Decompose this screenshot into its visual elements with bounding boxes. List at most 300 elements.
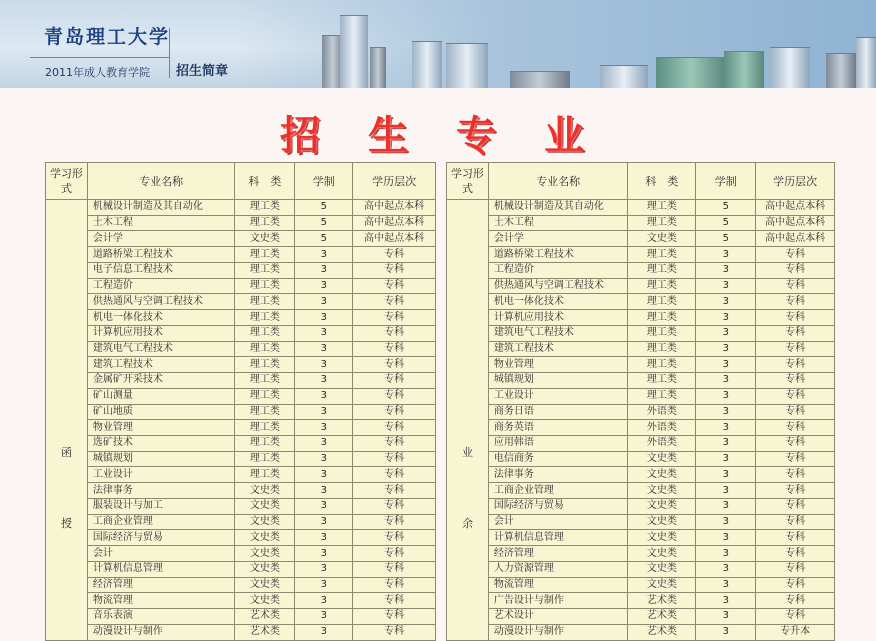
table-row [447, 546, 835, 562]
years-cell: 3 [295, 436, 353, 452]
table-row [46, 593, 436, 609]
program-name-cell: 会计学 [488, 231, 628, 247]
program-table-correspondence [45, 162, 436, 641]
years-cell: 3 [696, 247, 756, 263]
table-row [447, 420, 835, 436]
program-name-cell: 商务英语 [488, 420, 628, 436]
table-row [447, 404, 835, 420]
column-header-category: 科 类 [235, 163, 295, 200]
level-cell: 专科 [756, 325, 835, 341]
program-name-cell: 机电一体化技术 [488, 294, 628, 310]
table-row [447, 247, 835, 263]
level-cell: 高中起点本科 [756, 231, 835, 247]
column-header-name: 专业名称 [87, 163, 235, 200]
table-row [46, 325, 436, 341]
program-name-cell: 会计 [87, 546, 235, 562]
program-name-cell: 人力资源管理 [488, 561, 628, 577]
level-cell: 专科 [756, 609, 835, 625]
level-cell: 高中起点本科 [353, 215, 436, 231]
table-row [46, 498, 436, 514]
years-cell: 3 [295, 577, 353, 593]
level-cell: 专科 [353, 577, 436, 593]
years-cell: 3 [696, 278, 756, 294]
building-image [510, 71, 570, 88]
building-image [770, 47, 810, 88]
level-cell: 专科 [353, 388, 436, 404]
program-name-cell: 建筑电气工程技术 [87, 341, 235, 357]
years-cell: 3 [696, 561, 756, 577]
program-name-cell: 动漫设计与制作 [87, 624, 235, 640]
level-cell: 专科 [353, 514, 436, 530]
table-row [46, 357, 436, 373]
category-cell: 理工类 [628, 341, 696, 357]
program-name-cell: 国际经济与贸易 [87, 530, 235, 546]
years-cell: 3 [696, 420, 756, 436]
years-cell: 3 [295, 451, 353, 467]
years-cell: 3 [295, 483, 353, 499]
table-row [46, 420, 436, 436]
table-row [447, 514, 835, 530]
program-name-cell: 应用韩语 [488, 436, 628, 452]
category-cell: 文史类 [235, 231, 295, 247]
category-cell: 理工类 [235, 215, 295, 231]
years-cell: 3 [295, 357, 353, 373]
table-row [46, 373, 436, 389]
level-cell: 专科 [756, 310, 835, 326]
study-form-cell [447, 200, 489, 641]
table-row [447, 325, 835, 341]
table-row [46, 530, 436, 546]
category-cell: 理工类 [628, 247, 696, 263]
program-name-cell: 工程造价 [87, 278, 235, 294]
level-cell: 专科 [756, 436, 835, 452]
level-cell: 专科 [756, 247, 835, 263]
level-cell: 专科 [756, 373, 835, 389]
program-name-cell: 建筑工程技术 [488, 341, 628, 357]
level-cell: 专科 [756, 514, 835, 530]
years-cell: 5 [295, 231, 353, 247]
table-row [46, 388, 436, 404]
category-cell: 理工类 [628, 357, 696, 373]
page-title-char: 业 [544, 112, 584, 159]
header-banner [0, 0, 876, 88]
table-row [447, 498, 835, 514]
category-cell: 文史类 [235, 561, 295, 577]
table-row [447, 278, 835, 294]
level-cell: 专科 [353, 420, 436, 436]
years-cell: 3 [295, 609, 353, 625]
years-cell: 5 [295, 200, 353, 216]
table-row [447, 262, 835, 278]
level-cell: 专科 [756, 546, 835, 562]
table-row [46, 546, 436, 562]
level-cell: 专科 [353, 310, 436, 326]
table-row [46, 483, 436, 499]
category-cell: 文史类 [628, 231, 696, 247]
program-name-cell: 电子信息工程技术 [87, 262, 235, 278]
program-name-cell: 建筑工程技术 [87, 357, 235, 373]
years-cell: 3 [696, 404, 756, 420]
column-header-level: 学历层次 [756, 163, 835, 200]
page-title-char: 专 [456, 112, 496, 159]
building-image [340, 15, 368, 88]
building-image [600, 65, 648, 88]
years-cell: 3 [295, 325, 353, 341]
program-name-cell: 法律事务 [87, 483, 235, 499]
table-row [46, 451, 436, 467]
category-cell: 外语类 [628, 404, 696, 420]
years-cell: 5 [295, 215, 353, 231]
category-cell: 理工类 [628, 388, 696, 404]
program-name-cell: 机械设计制造及其自动化 [488, 200, 628, 216]
category-cell: 文史类 [628, 577, 696, 593]
category-cell: 理工类 [235, 294, 295, 310]
years-cell: 3 [295, 294, 353, 310]
level-cell: 专升本 [756, 624, 835, 640]
level-cell: 专科 [756, 467, 835, 483]
program-name-cell: 工商企业管理 [87, 514, 235, 530]
level-cell: 专科 [756, 294, 835, 310]
table-row [447, 436, 835, 452]
program-name-cell: 物流管理 [488, 577, 628, 593]
table-row [447, 294, 835, 310]
level-cell: 专科 [756, 388, 835, 404]
study-form-char: 业 [461, 446, 473, 460]
program-name-cell: 服装设计与加工 [87, 498, 235, 514]
level-cell: 专科 [756, 404, 835, 420]
table-row [46, 561, 436, 577]
table-row [46, 341, 436, 357]
program-name-cell: 音乐表演 [87, 609, 235, 625]
category-cell: 理工类 [235, 420, 295, 436]
table-row [447, 215, 835, 231]
years-cell: 3 [295, 404, 353, 420]
category-cell: 理工类 [235, 262, 295, 278]
program-name-cell: 机械设计制造及其自动化 [87, 200, 235, 216]
program-name-cell: 道路桥梁工程技术 [488, 247, 628, 263]
program-name-cell: 物流管理 [87, 593, 235, 609]
category-cell: 文史类 [628, 546, 696, 562]
category-cell: 理工类 [628, 262, 696, 278]
level-cell: 专科 [756, 593, 835, 609]
program-name-cell: 工业设计 [488, 388, 628, 404]
category-cell: 文史类 [235, 577, 295, 593]
program-name-cell: 城镇规划 [87, 451, 235, 467]
category-cell: 文史类 [235, 498, 295, 514]
years-cell: 3 [295, 420, 353, 436]
building-image [446, 43, 488, 88]
level-cell: 专科 [353, 404, 436, 420]
program-name-cell: 工业设计 [87, 467, 235, 483]
program-name-cell: 矿山测量 [87, 388, 235, 404]
years-cell: 3 [295, 278, 353, 294]
program-name-cell: 计算机应用技术 [488, 310, 628, 326]
category-cell: 理工类 [628, 278, 696, 294]
years-cell: 3 [696, 357, 756, 373]
years-cell: 3 [295, 498, 353, 514]
level-cell: 高中起点本科 [756, 215, 835, 231]
years-cell: 3 [696, 310, 756, 326]
program-name-cell: 电信商务 [488, 451, 628, 467]
table-row [447, 451, 835, 467]
level-cell: 专科 [756, 451, 835, 467]
study-form-char: 授 [60, 516, 72, 530]
category-cell: 理工类 [235, 310, 295, 326]
category-cell: 理工类 [235, 200, 295, 216]
level-cell: 专科 [756, 483, 835, 499]
building-image [656, 57, 726, 88]
category-cell: 理工类 [235, 467, 295, 483]
years-cell: 3 [696, 325, 756, 341]
building-image [370, 47, 386, 88]
level-cell: 高中起点本科 [353, 231, 436, 247]
category-cell: 理工类 [235, 373, 295, 389]
category-cell: 文史类 [235, 514, 295, 530]
table-row [447, 530, 835, 546]
table-row [46, 231, 436, 247]
level-cell: 专科 [353, 262, 436, 278]
program-name-cell: 艺术设计 [488, 609, 628, 625]
program-name-cell: 动漫设计与制作 [488, 624, 628, 640]
brochure-label: 招生简章 [176, 64, 229, 79]
years-cell: 3 [295, 530, 353, 546]
years-cell: 3 [295, 546, 353, 562]
program-name-cell: 国际经济与贸易 [488, 498, 628, 514]
category-cell: 文史类 [235, 593, 295, 609]
years-cell: 3 [696, 436, 756, 452]
school-name: 青岛理工大学 [44, 26, 171, 48]
years-cell: 3 [295, 341, 353, 357]
years-cell: 3 [696, 483, 756, 499]
years-cell: 3 [696, 514, 756, 530]
program-name-cell: 土木工程 [488, 215, 628, 231]
table-row [447, 341, 835, 357]
category-cell: 理工类 [628, 325, 696, 341]
level-cell: 高中起点本科 [756, 200, 835, 216]
table-row [46, 609, 436, 625]
level-cell: 专科 [756, 262, 835, 278]
program-name-cell: 计算机信息管理 [87, 561, 235, 577]
category-cell: 文史类 [235, 483, 295, 499]
table-row [46, 200, 436, 216]
table-row [46, 262, 436, 278]
table-row [447, 467, 835, 483]
category-cell: 理工类 [628, 200, 696, 216]
program-name-cell: 城镇规划 [488, 373, 628, 389]
category-cell: 理工类 [235, 325, 295, 341]
table-row [447, 310, 835, 326]
building-image [826, 53, 856, 88]
category-cell: 外语类 [628, 436, 696, 452]
table-row [447, 231, 835, 247]
years-cell: 3 [696, 530, 756, 546]
program-name-cell: 供热通风与空调工程技术 [87, 294, 235, 310]
table-header-row [46, 163, 436, 200]
level-cell: 专科 [353, 373, 436, 389]
program-table-parttime [446, 162, 835, 641]
years-cell: 3 [696, 451, 756, 467]
category-cell: 文史类 [628, 483, 696, 499]
years-cell: 3 [696, 388, 756, 404]
level-cell: 专科 [756, 341, 835, 357]
level-cell: 专科 [756, 577, 835, 593]
table-row [447, 609, 835, 625]
program-name-cell: 计算机应用技术 [87, 325, 235, 341]
program-name-cell: 金属矿开采技术 [87, 373, 235, 389]
table-row [447, 483, 835, 499]
category-cell: 艺术类 [235, 624, 295, 640]
category-cell: 理工类 [235, 357, 295, 373]
category-cell: 理工类 [235, 388, 295, 404]
header-divider [30, 57, 170, 58]
level-cell: 专科 [756, 357, 835, 373]
level-cell: 专科 [353, 451, 436, 467]
years-cell: 3 [295, 561, 353, 577]
level-cell: 专科 [353, 467, 436, 483]
years-cell: 5 [696, 200, 756, 216]
page-title-char: 生 [368, 112, 408, 159]
level-cell: 专科 [353, 498, 436, 514]
level-cell: 专科 [353, 247, 436, 263]
level-cell: 专科 [756, 278, 835, 294]
years-cell: 3 [295, 388, 353, 404]
program-name-cell: 会计 [488, 514, 628, 530]
years-cell: 5 [696, 231, 756, 247]
years-cell: 3 [295, 262, 353, 278]
category-cell: 理工类 [235, 404, 295, 420]
program-name-cell: 选矿技术 [87, 436, 235, 452]
page-title [280, 104, 584, 161]
table-header-row [447, 163, 835, 200]
level-cell: 专科 [353, 609, 436, 625]
category-cell: 理工类 [235, 247, 295, 263]
years-cell: 3 [295, 467, 353, 483]
program-name-cell: 供热通风与空调工程技术 [488, 278, 628, 294]
years-cell: 3 [696, 467, 756, 483]
column-header-form: 学习形式 [447, 163, 489, 200]
category-cell: 理工类 [628, 215, 696, 231]
years-cell: 3 [696, 373, 756, 389]
category-cell: 文史类 [628, 467, 696, 483]
column-header-category: 科 类 [628, 163, 696, 200]
column-header-form: 学习形式 [46, 163, 88, 200]
category-cell: 文史类 [628, 530, 696, 546]
years-cell: 3 [696, 624, 756, 640]
building-image [856, 37, 876, 88]
years-cell: 3 [696, 546, 756, 562]
table-row [46, 310, 436, 326]
table-row [447, 577, 835, 593]
program-name-cell: 工商企业管理 [488, 483, 628, 499]
study-form-char: 余 [461, 516, 473, 530]
years-cell: 3 [696, 593, 756, 609]
category-cell: 外语类 [628, 420, 696, 436]
program-name-cell: 商务日语 [488, 404, 628, 420]
level-cell: 专科 [353, 530, 436, 546]
program-name-cell: 经济管理 [488, 546, 628, 562]
table-row [46, 514, 436, 530]
table-row [46, 404, 436, 420]
level-cell: 专科 [756, 420, 835, 436]
years-cell: 3 [295, 247, 353, 263]
level-cell: 专科 [353, 593, 436, 609]
column-header-years: 学制 [295, 163, 353, 200]
years-cell: 3 [696, 341, 756, 357]
building-image [412, 41, 442, 88]
category-cell: 艺术类 [628, 609, 696, 625]
level-cell: 专科 [353, 483, 436, 499]
level-cell: 专科 [756, 498, 835, 514]
table-row [447, 388, 835, 404]
years-cell: 3 [295, 373, 353, 389]
years-cell: 3 [295, 514, 353, 530]
program-name-cell: 法律事务 [488, 467, 628, 483]
years-cell: 3 [295, 310, 353, 326]
category-cell: 理工类 [235, 436, 295, 452]
level-cell: 专科 [353, 325, 436, 341]
category-cell: 理工类 [235, 278, 295, 294]
table-row [447, 357, 835, 373]
program-name-cell: 建筑电气工程技术 [488, 325, 628, 341]
table-row [46, 247, 436, 263]
level-cell: 专科 [353, 546, 436, 562]
level-cell: 高中起点本科 [353, 200, 436, 216]
category-cell: 艺术类 [628, 593, 696, 609]
category-cell: 文史类 [235, 546, 295, 562]
category-cell: 文史类 [628, 561, 696, 577]
column-header-years: 学制 [696, 163, 756, 200]
program-name-cell: 土木工程 [87, 215, 235, 231]
table-row [46, 436, 436, 452]
column-header-level: 学历层次 [353, 163, 436, 200]
years-cell: 3 [295, 624, 353, 640]
table-row [447, 373, 835, 389]
program-name-cell: 机电一体化技术 [87, 310, 235, 326]
level-cell: 专科 [756, 530, 835, 546]
category-cell: 文史类 [235, 530, 295, 546]
table-row [46, 215, 436, 231]
category-cell: 文史类 [628, 514, 696, 530]
table-row [447, 593, 835, 609]
study-form-cell [46, 200, 88, 641]
table-row [447, 200, 835, 216]
years-cell: 5 [696, 215, 756, 231]
level-cell: 专科 [353, 294, 436, 310]
category-cell: 艺术类 [235, 609, 295, 625]
category-cell: 艺术类 [628, 624, 696, 640]
level-cell: 专科 [353, 561, 436, 577]
program-name-cell: 会计学 [87, 231, 235, 247]
college-name: 2011年成人教育学院 [45, 66, 150, 79]
years-cell: 3 [696, 262, 756, 278]
table-row [447, 561, 835, 577]
level-cell: 专科 [353, 341, 436, 357]
table-row [46, 294, 436, 310]
level-cell: 专科 [353, 436, 436, 452]
category-cell: 理工类 [628, 294, 696, 310]
program-name-cell: 工程造价 [488, 262, 628, 278]
years-cell: 3 [696, 498, 756, 514]
category-cell: 文史类 [628, 498, 696, 514]
program-name-cell: 计算机信息管理 [488, 530, 628, 546]
table-row [46, 577, 436, 593]
program-name-cell: 矿山地质 [87, 404, 235, 420]
years-cell: 3 [295, 593, 353, 609]
category-cell: 文史类 [628, 451, 696, 467]
category-cell: 理工类 [235, 451, 295, 467]
building-image [724, 51, 764, 88]
page-title-char: 招 [280, 112, 320, 159]
